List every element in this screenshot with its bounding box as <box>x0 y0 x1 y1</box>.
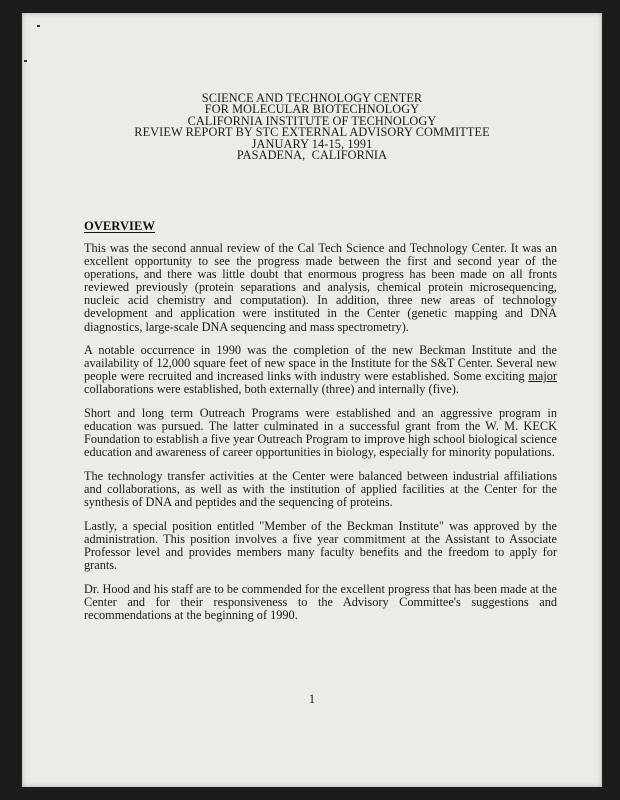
header-line: JANUARY 14-15, 1991 <box>251 136 373 151</box>
scan-mark <box>24 60 27 62</box>
paragraph: The technology transfer activities at the Center were balanced between industrial affiliations and collaborations, as well as with the institution of applied facilities at the Center for the synthesis of DNA and peptides and the sequencing of proteins. <box>84 468 557 510</box>
paragraph <box>84 344 557 396</box>
page-number: 1 <box>308 692 316 706</box>
paragraph: This was the second annual review of the Cal Tech Science and Technology Center. It was an excellent opportunity to see the progress made between the first and second year of the operations, and there was little doubt that enormous progress has been made on all fronts reviewed previously (protein separations and analysis, chemical protein microsequencing, nucleic acid chemistry and computation). In addition, three new areas of technology development and application were instituted in the Center (genetic mapping and DNA diagnostics, large-scale DNA sequencing and mass spectrometry). <box>84 241 557 334</box>
section-title: OVERVIEW <box>84 219 155 233</box>
header-line: CALIFORNIA INSTITUTE OF TECHNOLOGY <box>187 113 437 128</box>
paragraph-text: A notable occurrence in 1990 was the completion of the new Beckman Institute and the availability of 12,000 square feet of new space in the Institute for the S&T Center. Several new people were recruited and increased links with industry were established. Some exciting <box>84 343 557 384</box>
scan-mark <box>37 25 40 27</box>
paragraph-text: collaborations were established, both externally (three) and internally (five). <box>84 382 459 397</box>
header-line: REVIEW REPORT BY STC EXTERNAL ADVISORY COMMITTEE <box>134 125 490 140</box>
document-header <box>22 93 602 161</box>
paragraph: Dr. Hood and his staff are to be commended for the excellent progress that has been made at the Center and for their responsiveness to the Advisory Committee's suggestions and recommendations at the beginning of 1990. <box>84 581 557 622</box>
header-line: FOR MOLECULAR BIOTECHNOLOGY <box>204 102 420 117</box>
document-page <box>22 13 602 787</box>
header-line: PASADENA, CALIFORNIA <box>236 148 388 163</box>
paragraph: Lastly, a special position entitled "Member of the Beckman Institute" was approved by the administration. This position involves a five year commitment at the Assistant to Associate Professor level and provides members many faculty benefits and the freedom to apply for grants. <box>84 518 557 572</box>
underlined-word: major <box>528 369 557 384</box>
document-body <box>84 242 557 632</box>
header-line: SCIENCE AND TECHNOLOGY CENTER <box>201 91 423 105</box>
paragraph: Short and long term Outreach Programs were established and an aggressive program in education was pursued. The latter culminated in a successful grant from the W. M. KECK Foundation to establish a five year Outreach Program to improve high school biological science education and awareness of career opportunities in biology, especially for minority populations. <box>84 406 557 460</box>
